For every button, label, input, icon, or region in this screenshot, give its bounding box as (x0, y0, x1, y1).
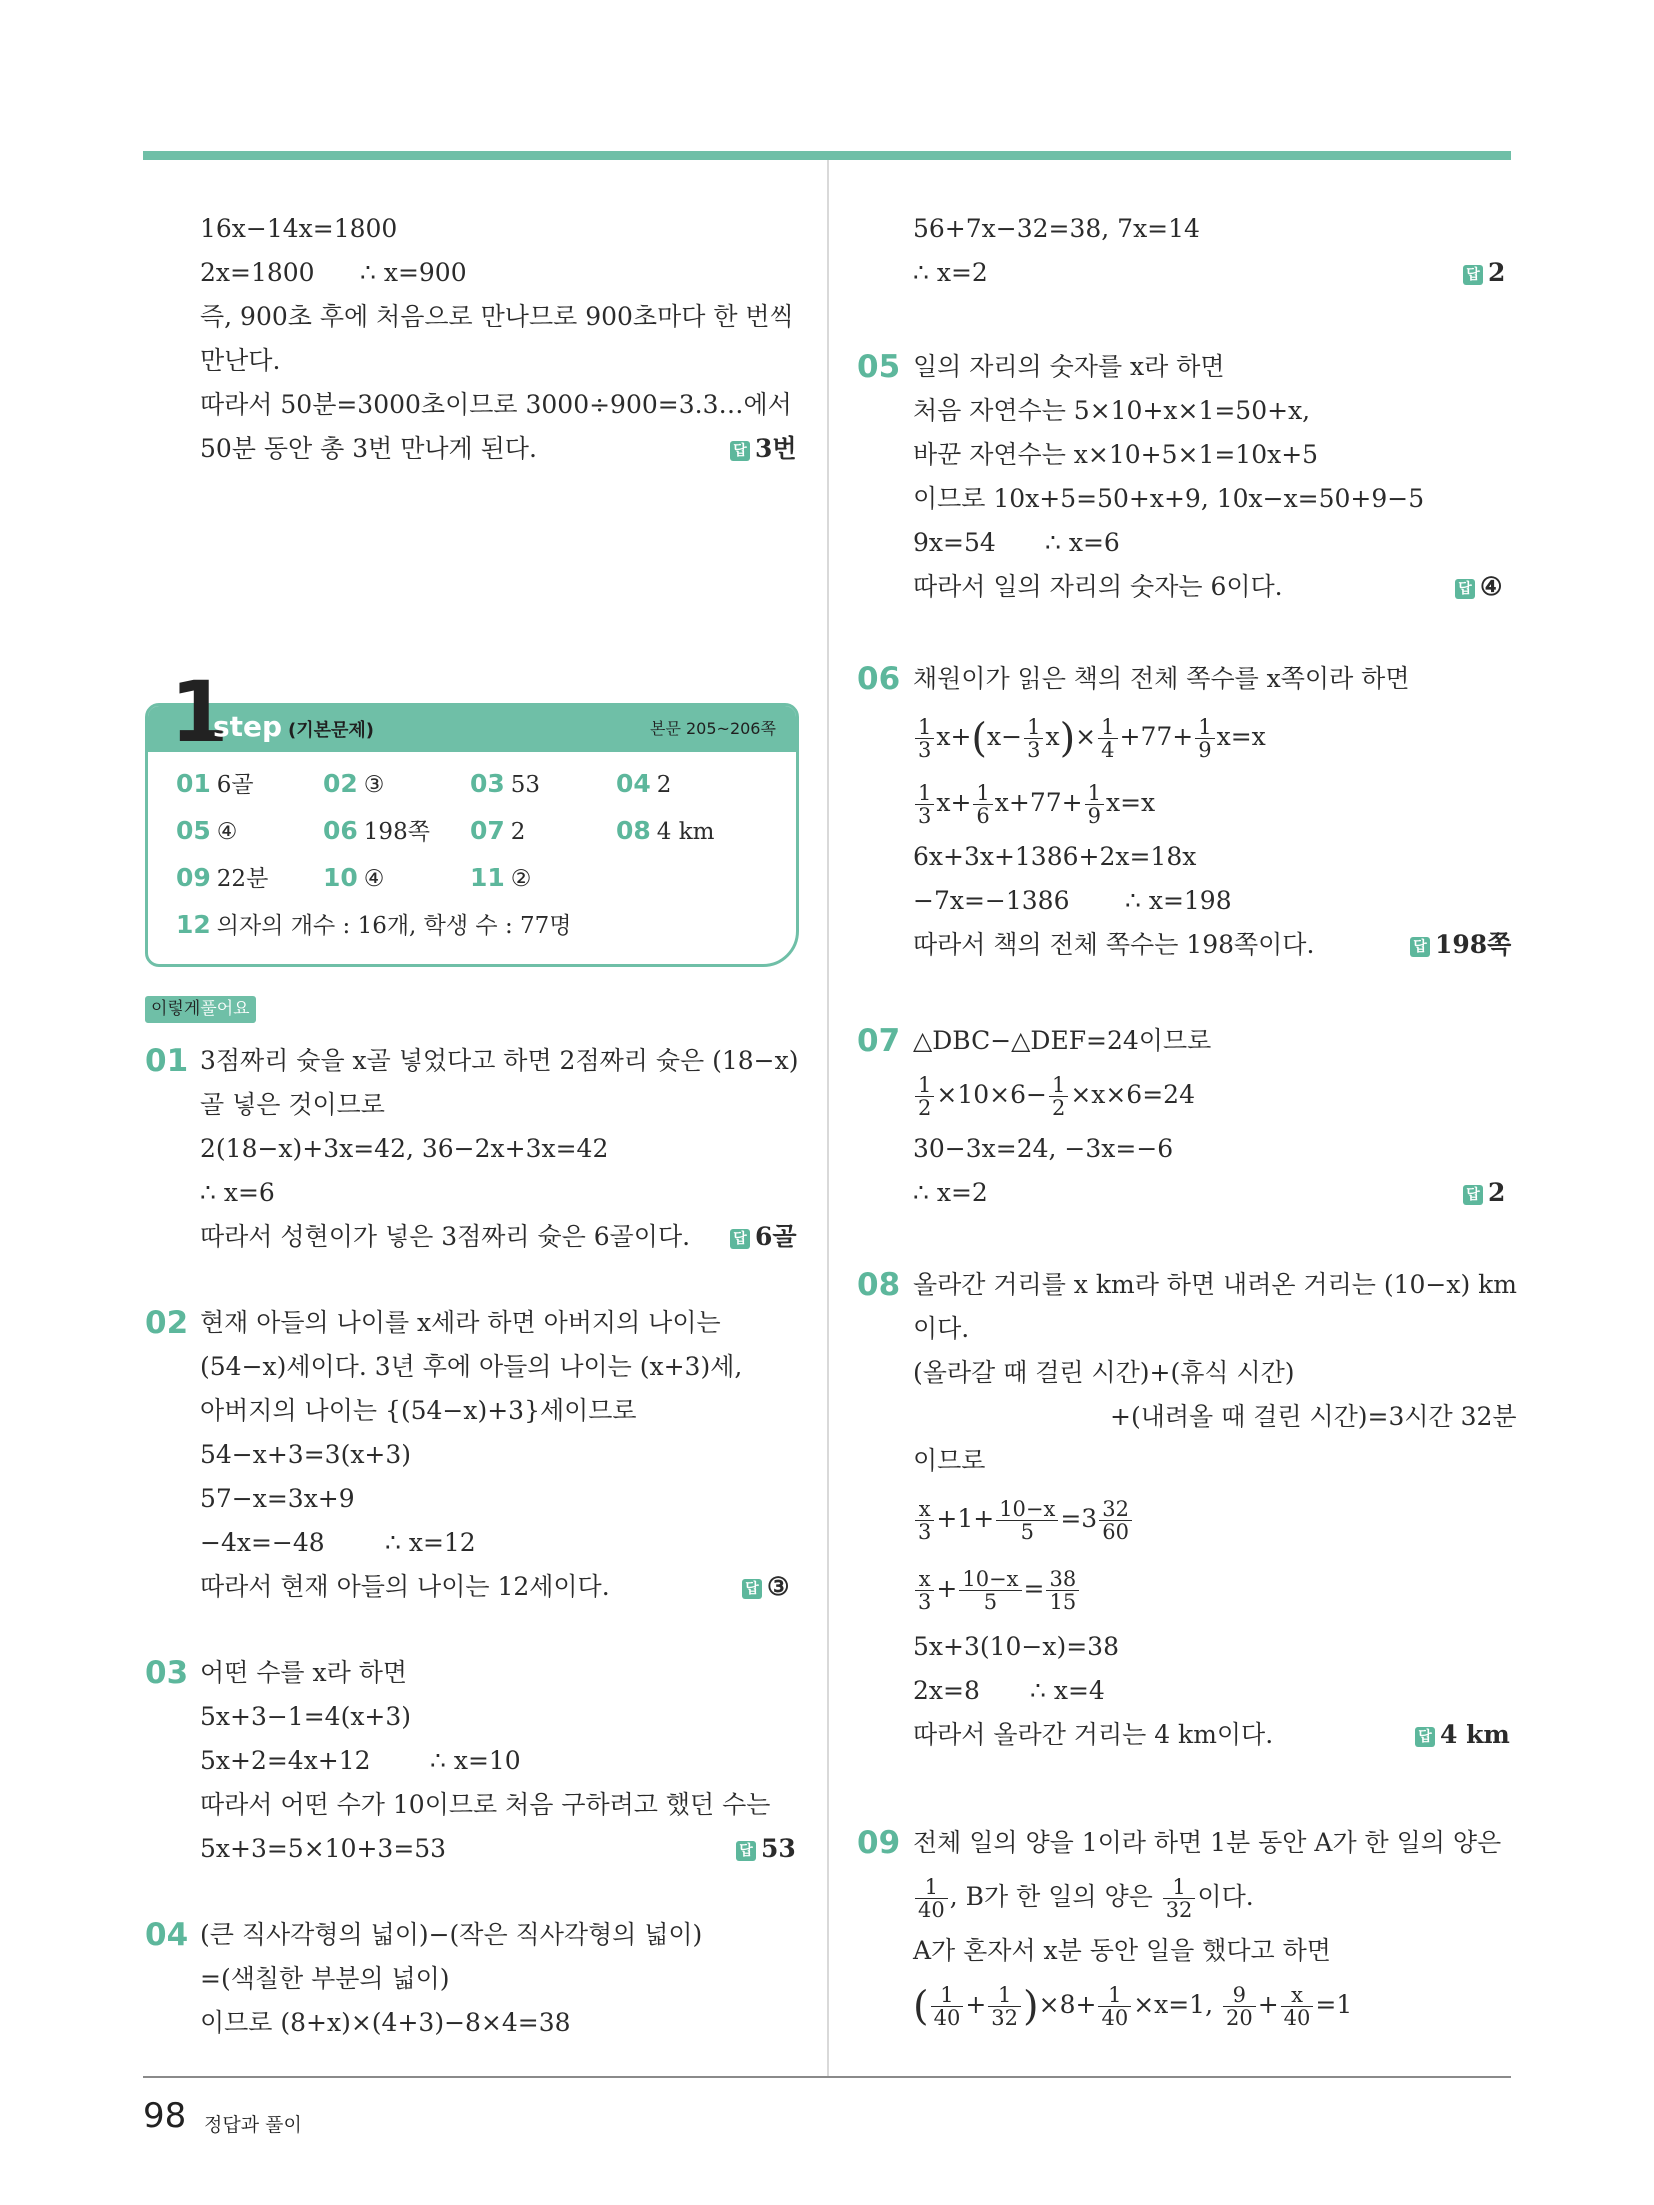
text-line: 50분 동안 총 3번 만나게 된다. (200, 434, 537, 463)
equation-line: $\frac{x}{3}$ + $\frac{10-x}{5}$ = $\frac{38}{15}$ (913, 1564, 1081, 1614)
text-line: 이므로 10x+5=50+x+9, 10x−x=50+9−5 (913, 484, 1425, 513)
equation-line: $\frac{1}{2}$ ×10×6− $\frac{1}{2}$ ×x×6=24 (913, 1070, 1195, 1120)
text-line: 바꾼 자연수는 x×10+5×1=10x+5 (913, 440, 1319, 469)
fraction: $\frac{1}{3}$ (1024, 716, 1043, 761)
fraction: $\frac{1}{6}$ (973, 782, 992, 827)
problem-number: 04 (145, 1917, 189, 1953)
text-line: ∴ x=6 (1045, 528, 1120, 557)
answer: 답 ④ (1455, 570, 1502, 604)
text-line: ∴ x=2 (913, 1178, 988, 1207)
step-page-ref: 본문 205~206쪽 (650, 719, 776, 738)
text-line: 56+7x−32=38, 7x=14 (913, 214, 1200, 243)
column-divider (827, 160, 829, 2076)
text-line: 따라서 일의 자리의 숫자는 6이다. (913, 572, 1283, 601)
answer-item: 02 ③ (323, 769, 385, 798)
equation-line: $\frac{x}{3}$ +1+ $\frac{10-x}{5}$ =3 $\frac{32}{60}$ (913, 1494, 1134, 1544)
text-line: ∴ x=900 (360, 258, 467, 287)
fraction: $\frac{x}{3}$ (915, 1568, 934, 1613)
text-line: 30−3x=24, −3x=−6 (913, 1134, 1174, 1163)
text-line: 따라서 책의 전체 쪽수는 198쪽이다. (913, 930, 1315, 959)
text-line: 즉, 900초 후에 처음으로 만나므로 900초마다 한 번씩 (200, 302, 794, 331)
fraction: $\frac{38}{15}$ (1046, 1568, 1079, 1613)
answer-mark-icon: 답 (742, 1579, 762, 1599)
text-line: ∴ x=10 (430, 1746, 521, 1775)
answer-item: 11 ② (470, 863, 532, 892)
equation-line: $\frac{1}{40}$ , B가 한 일의 양은 $\frac{1}{32}$ 이다. (913, 1872, 1254, 1922)
fraction: $\frac{1}{3}$ (915, 782, 934, 827)
answer-item: 10 ④ (323, 863, 385, 892)
text-line: 16x−14x=1800 (200, 214, 398, 243)
text-line: 현재 아들의 나이를 x세라 하면 아버지의 나이는 (200, 1308, 721, 1337)
text-line: (올라갈 때 걸린 시간)+(휴식 시간) (913, 1358, 1295, 1387)
equation-line: $\frac{1}{3}$ x+(x− $\frac{1}{3}$ x)× $\frac{1}{4}$ +77+ $\frac{1}{9}$ x=x (913, 712, 1266, 764)
text-line: △DBC−△DEF=24이므로 (913, 1026, 1212, 1055)
text-line: 전체 일의 양을 1이라 하면 1분 동안 A가 한 일의 양은 (913, 1828, 1502, 1857)
fraction: $\frac{1}{9}$ (1195, 716, 1214, 761)
answer-mark-icon: 답 (1410, 937, 1430, 957)
fraction: $\frac{x}{40}$ (1281, 1984, 1314, 2029)
text-line: =(색칠한 부분의 넓이) (200, 1964, 450, 1993)
problem-number: 05 (857, 349, 901, 385)
step-subtitle: (기본문제) (288, 720, 375, 741)
text-line: 따라서 현재 아들의 나이는 12세이다. (200, 1572, 610, 1601)
answer: 답 53 (736, 1832, 796, 1866)
fraction: $\frac{1}{9}$ (1085, 782, 1104, 827)
solution-tag: 이렇게풀어요 (145, 996, 256, 1023)
text-line: 3점짜리 슛을 x골 넣었다고 하면 2점짜리 슛은 (18−x) (200, 1046, 799, 1075)
problem-number: 03 (145, 1655, 189, 1691)
text-line: 따라서 어떤 수가 10이므로 처음 구하려고 했던 수는 (200, 1790, 771, 1819)
answer: 답 6골 (730, 1220, 797, 1254)
step-number: 1 (170, 663, 229, 761)
answer: 답 198쪽 (1410, 928, 1511, 962)
text-line: 이다. (913, 1314, 970, 1343)
answer-item: 01 6골 (176, 769, 254, 798)
answer: 답 2 (1463, 1176, 1505, 1210)
text-line: 57−x=3x+9 (200, 1484, 355, 1513)
problem-number: 08 (857, 1267, 901, 1303)
text-line: 처음 자연수는 5×10+x×1=50+x, (913, 396, 1311, 425)
text-line: 골 넣은 것이므로 (200, 1090, 385, 1119)
answer-mark-icon: 답 (1463, 1185, 1483, 1205)
answer: 답 4 km (1415, 1718, 1510, 1752)
answer: 답 ③ (742, 1570, 789, 1604)
text-line: ∴ x=6 (200, 1178, 275, 1207)
text-line: 어떤 수를 x라 하면 (200, 1658, 407, 1687)
fraction: $\frac{1}{40}$ (1098, 1984, 1131, 2029)
problem-number: 09 (857, 1825, 901, 1861)
text-line: 아버지의 나이는 {(54−x)+3}세이므로 (200, 1396, 637, 1425)
answer-item: 07 2 (470, 816, 526, 845)
fraction: $\frac{32}{60}$ (1099, 1498, 1132, 1543)
answer-mark-icon: 답 (736, 1841, 756, 1861)
text-line: ∴ x=4 (1030, 1676, 1105, 1705)
text-line: +(내려올 때 걸린 시간)=3시간 32분 (1110, 1402, 1517, 1431)
answer: 답 2 (1463, 256, 1505, 290)
answer: 답 3번 (730, 432, 797, 466)
text-line: 5x+3(10−x)=38 (913, 1632, 1119, 1661)
text-line: 9x=54 (913, 528, 996, 557)
answer-mark-icon: 답 (1415, 1727, 1435, 1747)
text-line: 2(18−x)+3x=42, 36−2x+3x=42 (200, 1134, 609, 1163)
fraction: $\frac{9}{20}$ (1223, 1984, 1256, 2029)
problem-number: 02 (145, 1305, 189, 1341)
text-line: 올라간 거리를 x km라 하면 내려온 거리는 (10−x) km (913, 1270, 1517, 1299)
text-line: 만난다. (200, 346, 281, 375)
fraction: $\frac{10-x}{5}$ (959, 1568, 1021, 1613)
answer-item: 09 22분 (176, 863, 269, 892)
problem-number: 01 (145, 1043, 189, 1079)
fraction: $\frac{1}{32}$ (1163, 1876, 1196, 1921)
answer-mark-icon: 답 (1463, 265, 1483, 285)
fraction: $\frac{1}{2}$ (1049, 1074, 1068, 1119)
text-line: (큰 직사각형의 넓이)−(작은 직사각형의 넓이) (200, 1920, 703, 1949)
answer-item: 06 198쪽 (323, 816, 430, 845)
fraction: $\frac{1}{3}$ (915, 716, 934, 761)
text-line: 채원이가 읽은 책의 전체 쪽수를 x쪽이라 하면 (913, 664, 1410, 693)
text-line: ∴ x=2 (913, 258, 988, 287)
text-line: 따라서 50분=3000초이므로 3000÷900=3.3…에서 (200, 390, 792, 419)
answer-mark-icon: 답 (730, 1229, 750, 1249)
page-title: 정답과 풀이 (204, 2114, 302, 2136)
text-line: 54−x+3=3(x+3) (200, 1440, 412, 1469)
fraction: $\frac{1}{2}$ (915, 1074, 934, 1119)
text-line: A가 혼자서 x분 동안 일을 했다고 하면 (913, 1936, 1331, 1965)
fraction: $\frac{1}{40}$ (931, 1984, 964, 2029)
answer-mark-icon: 답 (1455, 579, 1475, 599)
text-line: 6x+3x+1386+2x=18x (913, 842, 1197, 871)
answer-item: 03 53 (470, 769, 541, 798)
text-line: 이므로 (913, 1446, 986, 1475)
text-line: 5x+3=5×10+3=53 (200, 1834, 447, 1863)
answer-mark-icon: 답 (730, 441, 750, 461)
fraction: $\frac{1}{40}$ (915, 1876, 948, 1921)
text-line: 5x+2=4x+12 (200, 1746, 371, 1775)
bottom-rule (143, 2076, 1511, 2078)
problem-number: 07 (857, 1023, 901, 1059)
page-number: 98 (143, 2096, 187, 2136)
text-line: 이므로 (8+x)×(4+3)−8×4=38 (200, 2008, 571, 2037)
text-line: 따라서 올라간 거리는 4 km이다. (913, 1720, 1274, 1749)
answer-item: 08 4 km (616, 816, 715, 845)
text-line: (54−x)세이다. 3년 후에 아들의 나이는 (x+3)세, (200, 1352, 743, 1381)
fraction: $\frac{x}{3}$ (915, 1498, 934, 1543)
answer-item: 04 2 (616, 769, 672, 798)
answer-item: 12 의자의 개수 : 16개, 학생 수 : 77명 (176, 910, 572, 939)
fraction: $\frac{1}{4}$ (1098, 716, 1117, 761)
top-rule (143, 151, 1511, 160)
text-line: 2x=8 (913, 1676, 980, 1705)
text-line: ∴ x=12 (385, 1528, 476, 1557)
text-line: 따라서 성현이가 넣은 3점짜리 슛은 6골이다. (200, 1222, 691, 1251)
text-line: −4x=−48 (200, 1528, 325, 1557)
equation-line: $\frac{1}{3}$ x+ $\frac{1}{6}$ x+77+ $\frac{1}{9}$ x=x (913, 778, 1155, 828)
text-line: 5x+3−1=4(x+3) (200, 1702, 412, 1731)
answer-item: 05 ④ (176, 816, 238, 845)
problem-number: 06 (857, 661, 901, 697)
equation-line: ( $\frac{1}{40}$ + $\frac{1}{32}$ )×8+ $\frac{1}{40}$ ×x=1, $\frac{9}{20}$ + $\frac{x}{40}$ =1 (913, 1983, 1353, 2030)
step-label: step (213, 710, 283, 743)
fraction: $\frac{1}{32}$ (988, 1984, 1021, 2029)
fraction: $\frac{10-x}{5}$ (996, 1498, 1058, 1543)
text-line: ∴ x=198 (1125, 886, 1232, 915)
text-line: 2x=1800 (200, 258, 315, 287)
text-line: −7x=−1386 (913, 886, 1070, 915)
text-line: 일의 자리의 숫자를 x라 하면 (913, 352, 1225, 381)
